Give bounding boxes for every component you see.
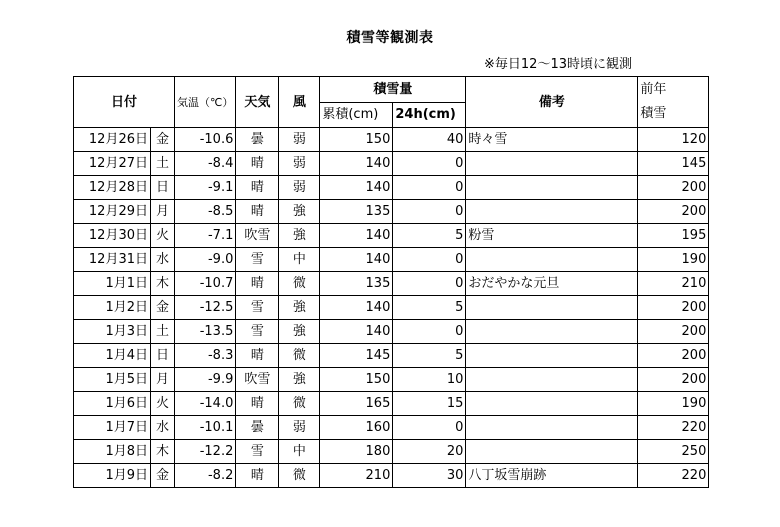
cell-date: 1月4日 <box>74 344 151 368</box>
cell-date: 12月28日 <box>74 176 151 200</box>
cell-previous-year-snow: 190 <box>638 392 709 416</box>
header-wind: 風 <box>279 77 320 128</box>
cell-cumulative-snow: 150 <box>320 368 393 392</box>
cell-wind: 強 <box>279 224 320 248</box>
cell-cumulative-snow: 165 <box>320 392 393 416</box>
cell-remarks <box>466 392 638 416</box>
cell-day-of-week: 木 <box>151 272 175 296</box>
cell-date: 12月27日 <box>74 152 151 176</box>
cell-date: 1月8日 <box>74 440 151 464</box>
cell-cumulative-snow: 140 <box>320 176 393 200</box>
cell-cumulative-snow: 160 <box>320 416 393 440</box>
cell-daily-snow: 0 <box>393 176 466 200</box>
header-daily: 24h(cm) <box>393 103 466 128</box>
cell-date: 1月5日 <box>74 368 151 392</box>
cell-temperature: -9.1 <box>175 176 236 200</box>
header-weather: 天気 <box>236 77 279 128</box>
header-remarks: 備考 <box>466 77 638 128</box>
cell-temperature: -8.2 <box>175 464 236 488</box>
cell-day-of-week: 月 <box>151 200 175 224</box>
cell-day-of-week: 水 <box>151 416 175 440</box>
cell-wind: 微 <box>279 464 320 488</box>
cell-previous-year-snow: 250 <box>638 440 709 464</box>
cell-cumulative-snow: 140 <box>320 296 393 320</box>
snow-observation-table <box>73 76 709 488</box>
cell-day-of-week: 日 <box>151 344 175 368</box>
cell-temperature: -8.5 <box>175 200 236 224</box>
cell-day-of-week: 日 <box>151 176 175 200</box>
cell-day-of-week: 土 <box>151 152 175 176</box>
cell-date: 1月6日 <box>74 392 151 416</box>
cell-cumulative-snow: 140 <box>320 152 393 176</box>
table-row <box>74 176 709 200</box>
cell-temperature: -10.1 <box>175 416 236 440</box>
table-row <box>74 440 709 464</box>
cell-date: 1月7日 <box>74 416 151 440</box>
cell-remarks <box>466 176 638 200</box>
header-previous-year-line2: 積雪 <box>640 106 667 121</box>
cell-previous-year-snow: 200 <box>638 200 709 224</box>
cell-daily-snow: 0 <box>393 152 466 176</box>
cell-wind: 中 <box>279 248 320 272</box>
table-row <box>74 248 709 272</box>
cell-remarks <box>466 296 638 320</box>
cell-daily-snow: 10 <box>393 368 466 392</box>
table-row <box>74 320 709 344</box>
header-date: 日付 <box>74 77 175 128</box>
cell-temperature: -10.7 <box>175 272 236 296</box>
cell-daily-snow: 0 <box>393 320 466 344</box>
cell-date: 1月1日 <box>74 272 151 296</box>
cell-weather: 曇 <box>236 128 279 152</box>
cell-wind: 強 <box>279 320 320 344</box>
cell-daily-snow: 20 <box>393 440 466 464</box>
cell-cumulative-snow: 150 <box>320 128 393 152</box>
header-snow-amount: 積雪量 <box>320 77 466 103</box>
cell-temperature: -12.2 <box>175 440 236 464</box>
cell-remarks <box>466 416 638 440</box>
cell-cumulative-snow: 145 <box>320 344 393 368</box>
table-row <box>74 296 709 320</box>
table-row <box>74 464 709 488</box>
cell-day-of-week: 月 <box>151 368 175 392</box>
cell-remarks <box>466 200 638 224</box>
cell-temperature: -9.9 <box>175 368 236 392</box>
table-row <box>74 128 709 152</box>
cell-remarks <box>466 248 638 272</box>
cell-day-of-week: 木 <box>151 440 175 464</box>
cell-weather: 雪 <box>236 320 279 344</box>
table-row <box>74 200 709 224</box>
table-row <box>74 152 709 176</box>
cell-previous-year-snow: 200 <box>638 344 709 368</box>
cell-previous-year-snow: 200 <box>638 320 709 344</box>
cell-day-of-week: 金 <box>151 296 175 320</box>
cell-wind: 中 <box>279 440 320 464</box>
cell-temperature: -13.5 <box>175 320 236 344</box>
cell-previous-year-snow: 145 <box>638 152 709 176</box>
cell-remarks: 粉雪 <box>466 224 638 248</box>
cell-daily-snow: 5 <box>393 344 466 368</box>
cell-cumulative-snow: 180 <box>320 440 393 464</box>
cell-remarks: おだやかな元旦 <box>466 272 638 296</box>
cell-remarks <box>466 368 638 392</box>
cell-daily-snow: 0 <box>393 416 466 440</box>
cell-wind: 弱 <box>279 128 320 152</box>
cell-day-of-week: 火 <box>151 224 175 248</box>
cell-daily-snow: 0 <box>393 200 466 224</box>
cell-previous-year-snow: 200 <box>638 368 709 392</box>
cell-weather: 吹雪 <box>236 224 279 248</box>
cell-remarks: 時々雪 <box>466 128 638 152</box>
cell-daily-snow: 0 <box>393 248 466 272</box>
cell-date: 12月26日 <box>74 128 151 152</box>
cell-wind: 弱 <box>279 152 320 176</box>
cell-remarks <box>466 440 638 464</box>
header-previous-year-line1: 前年 <box>640 82 667 97</box>
cell-remarks <box>466 152 638 176</box>
header-previous-year-snow <box>638 77 709 128</box>
cell-daily-snow: 5 <box>393 224 466 248</box>
cell-cumulative-snow: 140 <box>320 224 393 248</box>
cell-wind: 強 <box>279 368 320 392</box>
cell-day-of-week: 金 <box>151 128 175 152</box>
cell-wind: 微 <box>279 392 320 416</box>
cell-cumulative-snow: 140 <box>320 248 393 272</box>
page-title: 積雪等観測表 <box>346 30 434 46</box>
cell-weather: 晴 <box>236 176 279 200</box>
cell-weather: 雪 <box>236 248 279 272</box>
cell-previous-year-snow: 120 <box>638 128 709 152</box>
table-body <box>74 128 709 488</box>
cell-weather: 晴 <box>236 464 279 488</box>
cell-day-of-week: 土 <box>151 320 175 344</box>
table-row <box>74 224 709 248</box>
cell-weather: 吹雪 <box>236 368 279 392</box>
cell-temperature: -10.6 <box>175 128 236 152</box>
cell-date: 12月30日 <box>74 224 151 248</box>
cell-previous-year-snow: 190 <box>638 248 709 272</box>
cell-day-of-week: 火 <box>151 392 175 416</box>
cell-cumulative-snow: 210 <box>320 464 393 488</box>
cell-weather: 雪 <box>236 440 279 464</box>
cell-day-of-week: 水 <box>151 248 175 272</box>
cell-temperature: -12.5 <box>175 296 236 320</box>
cell-temperature: -8.3 <box>175 344 236 368</box>
cell-weather: 晴 <box>236 392 279 416</box>
cell-temperature: -8.4 <box>175 152 236 176</box>
cell-date: 1月2日 <box>74 296 151 320</box>
cell-cumulative-snow: 135 <box>320 200 393 224</box>
cell-daily-snow: 0 <box>393 272 466 296</box>
table-row <box>74 416 709 440</box>
cell-previous-year-snow: 220 <box>638 416 709 440</box>
cell-cumulative-snow: 135 <box>320 272 393 296</box>
cell-daily-snow: 15 <box>393 392 466 416</box>
cell-temperature: -9.0 <box>175 248 236 272</box>
cell-wind: 弱 <box>279 416 320 440</box>
cell-weather: 曇 <box>236 416 279 440</box>
cell-date: 1月9日 <box>74 464 151 488</box>
observation-note: ※毎日12～13時頃に観測 <box>484 57 632 72</box>
cell-weather: 晴 <box>236 344 279 368</box>
cell-previous-year-snow: 200 <box>638 176 709 200</box>
cell-previous-year-snow: 200 <box>638 296 709 320</box>
cell-weather: 雪 <box>236 296 279 320</box>
header-cumulative: 累積(cm) <box>320 103 393 128</box>
cell-temperature: -7.1 <box>175 224 236 248</box>
cell-wind: 微 <box>279 344 320 368</box>
cell-daily-snow: 40 <box>393 128 466 152</box>
cell-previous-year-snow: 195 <box>638 224 709 248</box>
cell-date: 12月29日 <box>74 200 151 224</box>
cell-wind: 強 <box>279 296 320 320</box>
cell-previous-year-snow: 210 <box>638 272 709 296</box>
table-row <box>74 392 709 416</box>
cell-daily-snow: 30 <box>393 464 466 488</box>
cell-remarks: 八丁坂雪崩跡 <box>466 464 638 488</box>
cell-weather: 晴 <box>236 200 279 224</box>
table-row <box>74 272 709 296</box>
table-row <box>74 344 709 368</box>
cell-cumulative-snow: 140 <box>320 320 393 344</box>
cell-previous-year-snow: 220 <box>638 464 709 488</box>
cell-weather: 晴 <box>236 272 279 296</box>
cell-day-of-week: 金 <box>151 464 175 488</box>
cell-weather: 晴 <box>236 152 279 176</box>
cell-wind: 弱 <box>279 176 320 200</box>
table-row <box>74 368 709 392</box>
cell-wind: 微 <box>279 272 320 296</box>
header-temperature: 気温（℃） <box>175 77 236 128</box>
cell-date: 12月31日 <box>74 248 151 272</box>
cell-temperature: -14.0 <box>175 392 236 416</box>
cell-remarks <box>466 320 638 344</box>
cell-date: 1月3日 <box>74 320 151 344</box>
cell-daily-snow: 5 <box>393 296 466 320</box>
cell-wind: 強 <box>279 200 320 224</box>
cell-remarks <box>466 344 638 368</box>
